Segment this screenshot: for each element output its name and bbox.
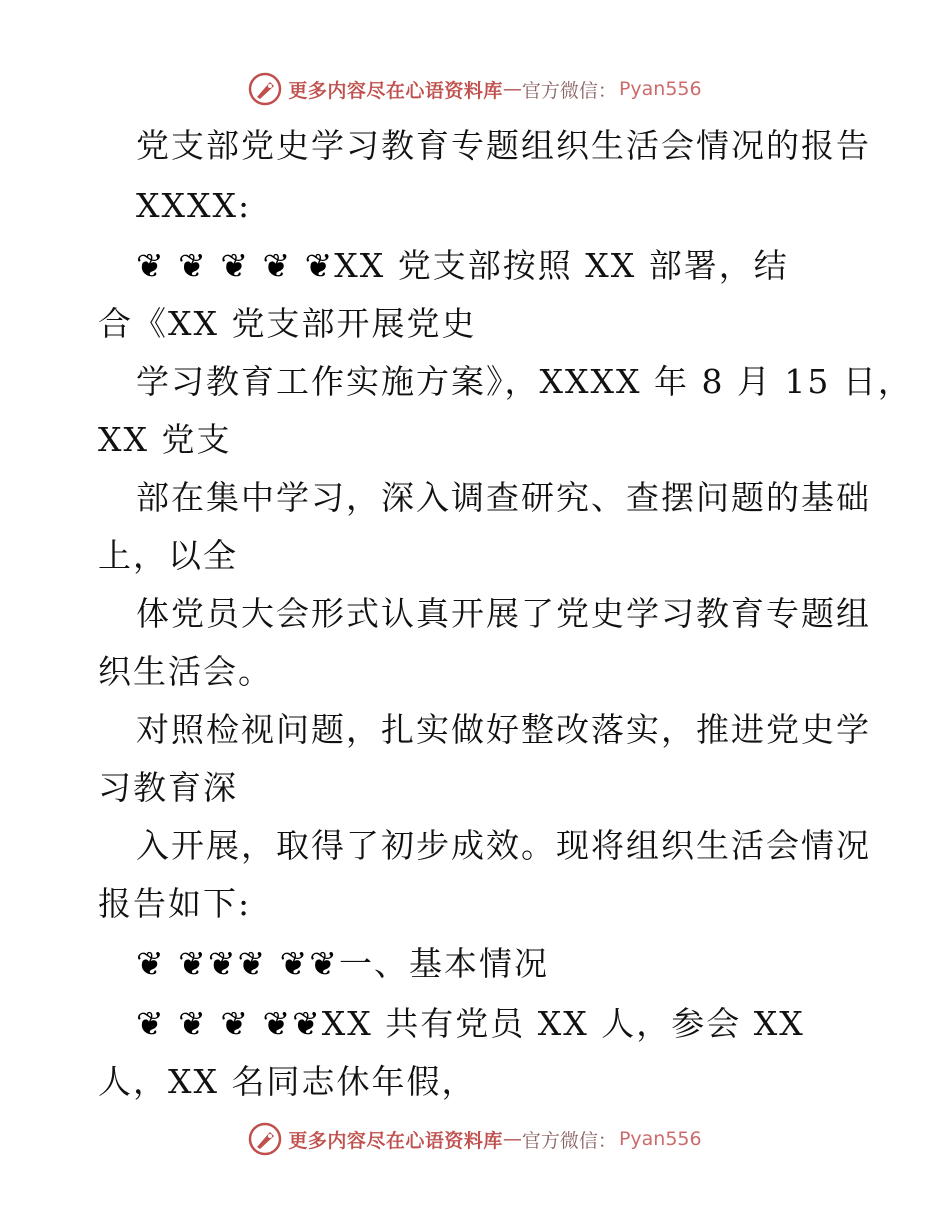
paragraph-line — [136, 246, 789, 286]
ornament-icon: ❦ — [262, 246, 293, 285]
ornament-icon: ❦ — [309, 944, 339, 983]
ornament-icon: ❦ — [292, 1004, 322, 1043]
ornament-icon: ❦ — [237, 944, 268, 983]
ornament-icon: ❦ — [262, 1004, 293, 1043]
banner-text: 更多内容尽在心语资料库 — [288, 79, 503, 102]
banner-wechat-label: 官方微信： — [521, 79, 617, 102]
paragraph-line: 人，XX 名同志休年假， — [98, 1062, 477, 1101]
paragraph-line: 体党员大会形式认真开展了党史学习教育专题组 — [136, 594, 871, 633]
line-text: XX 共有党员 XX 人，参会 XX — [321, 1004, 805, 1043]
paragraph-line: 部在集中学习，深入调查研究、查摆问题的基础 — [136, 478, 871, 517]
paragraph-line: 入开展，取得了初步成效。现将组织生活会情况 — [136, 826, 871, 865]
ornament-icon: ❦ — [220, 1004, 250, 1043]
pen-nib-logo-icon — [248, 1122, 282, 1156]
paragraph-line: 织生活会。 — [98, 652, 273, 691]
banner-wechat-label: 官方微信： — [521, 1129, 617, 1152]
ornament-icon: ❦ — [279, 944, 310, 983]
ornament-icon: ❦ — [178, 246, 208, 285]
paragraph-line: 合《XX 党支部开展党史 — [98, 304, 477, 343]
footer-banner — [0, 1122, 950, 1156]
paragraph-line: 对照检视问题，扎实做好整改落实，推进党史学 — [136, 710, 871, 749]
ornament-icon: ❦ — [136, 246, 166, 285]
document-title: 党支部党史学习教育专题组织生活会情况的报告 — [136, 126, 871, 165]
ornament-icon: ❦ — [136, 944, 166, 983]
banner-separator: — — [502, 78, 522, 100]
ornament-icon: ❦ — [304, 246, 335, 285]
paragraph-line: 学习教育工作实施方案》，XXXX 年 8 月 15 日， — [136, 362, 913, 401]
paragraph-line: 习教育深 — [98, 768, 238, 807]
ornament-icon: ❦ — [178, 1004, 208, 1043]
heading-text: 一、基本情况 — [338, 944, 549, 983]
section-heading — [136, 944, 549, 984]
paragraph-line: XX 党支 — [98, 420, 232, 459]
ornament-icon: ❦ — [178, 944, 208, 983]
paragraph-line: 报告如下: — [98, 884, 252, 923]
banner-text: 更多内容尽在心语资料库 — [288, 1129, 503, 1152]
ornament-icon: ❦ — [220, 246, 250, 285]
paragraph-line: 上，以全 — [98, 536, 238, 575]
paragraph-line — [136, 1004, 805, 1044]
salutation: XXXX: — [136, 186, 252, 225]
ornament-icon: ❦ — [207, 944, 238, 983]
banner-wechat-id: Pyan556 — [618, 78, 702, 100]
ornament-icon: ❦ — [136, 1004, 166, 1043]
banner-separator: — — [502, 1128, 522, 1150]
banner-wechat-id: Pyan556 — [618, 1128, 702, 1150]
line-text: XX 党支部按照 XX 部署，结 — [334, 246, 789, 285]
